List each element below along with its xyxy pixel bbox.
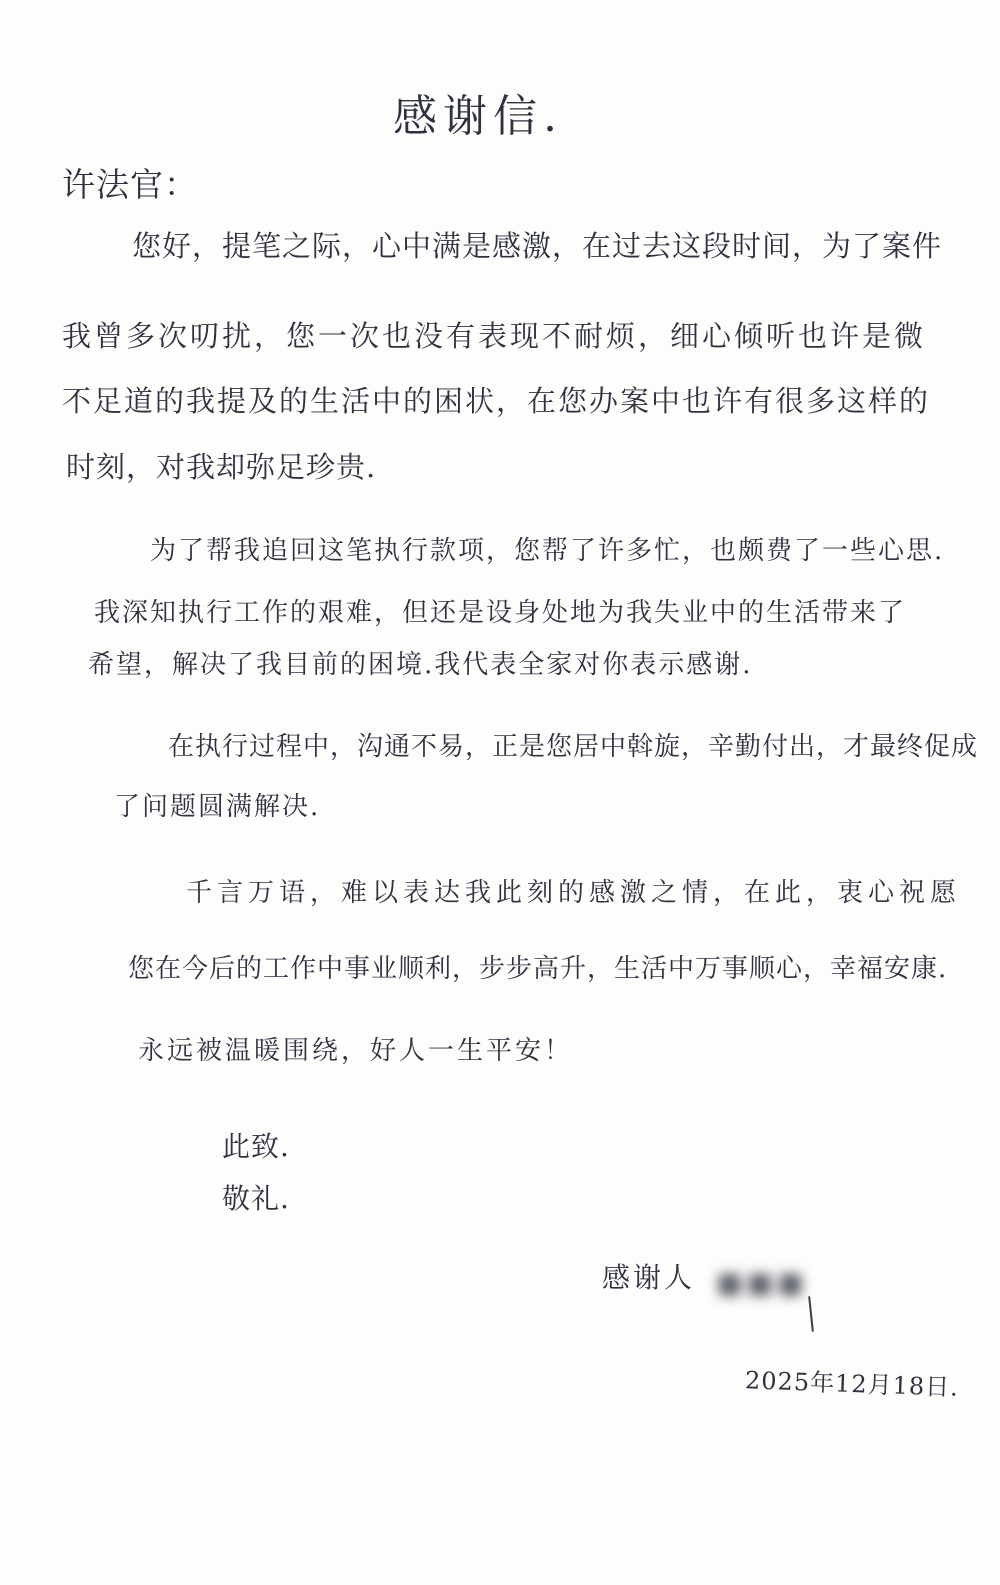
body-line-5: 为了帮我追回这笔执行款项，您帮了许多忙，也颇费了一些心思.	[150, 536, 945, 566]
body-line-3: 不足道的我提及的生活中的困状，在您办案中也许有很多这样的	[62, 384, 931, 418]
body-line-10: 千言万语，难以表达我此刻的感激之情，在此，衷心祝愿	[186, 878, 962, 908]
body-line-1: 您好，提笔之际，心中满是感激，在过去这段时间，为了案件	[132, 229, 943, 263]
body-line-9: 了问题圆满解决.	[114, 792, 321, 822]
body-line-12: 永远被温暖围绕，好人一生平安！	[138, 1036, 574, 1066]
body-line-7: 希望，解决了我目前的困境.我代表全家对你表示感谢.	[88, 650, 753, 680]
signature-label: 感谢人	[602, 1261, 696, 1294]
closing-line-1: 此致.	[222, 1130, 290, 1163]
letter-title: 感谢信.	[393, 91, 563, 142]
closing-line-2: 敬礼.	[222, 1182, 290, 1215]
body-line-6: 我深知执行工作的艰难，但还是设身处地为我失业中的生活带来了	[94, 598, 907, 628]
body-line-11: 您在今后的工作中事业顺利，步步高升，生活中万事顺心，幸福安康.	[128, 954, 948, 984]
redacted-signature-name: ■■■	[716, 1265, 808, 1299]
body-line-4: 时刻，对我却弥足珍贵.	[66, 450, 377, 484]
salutation: 许法官：	[62, 165, 198, 204]
letter-date: 2025年12月18日.	[744, 1366, 960, 1402]
body-line-2: 我曾多次叨扰，您一次也没有表现不耐烦，细心倾听也许是微	[62, 319, 927, 353]
body-line-8: 在执行过程中，沟通不易，正是您居中斡旋，辛勤付出，才最终促成	[168, 732, 979, 762]
